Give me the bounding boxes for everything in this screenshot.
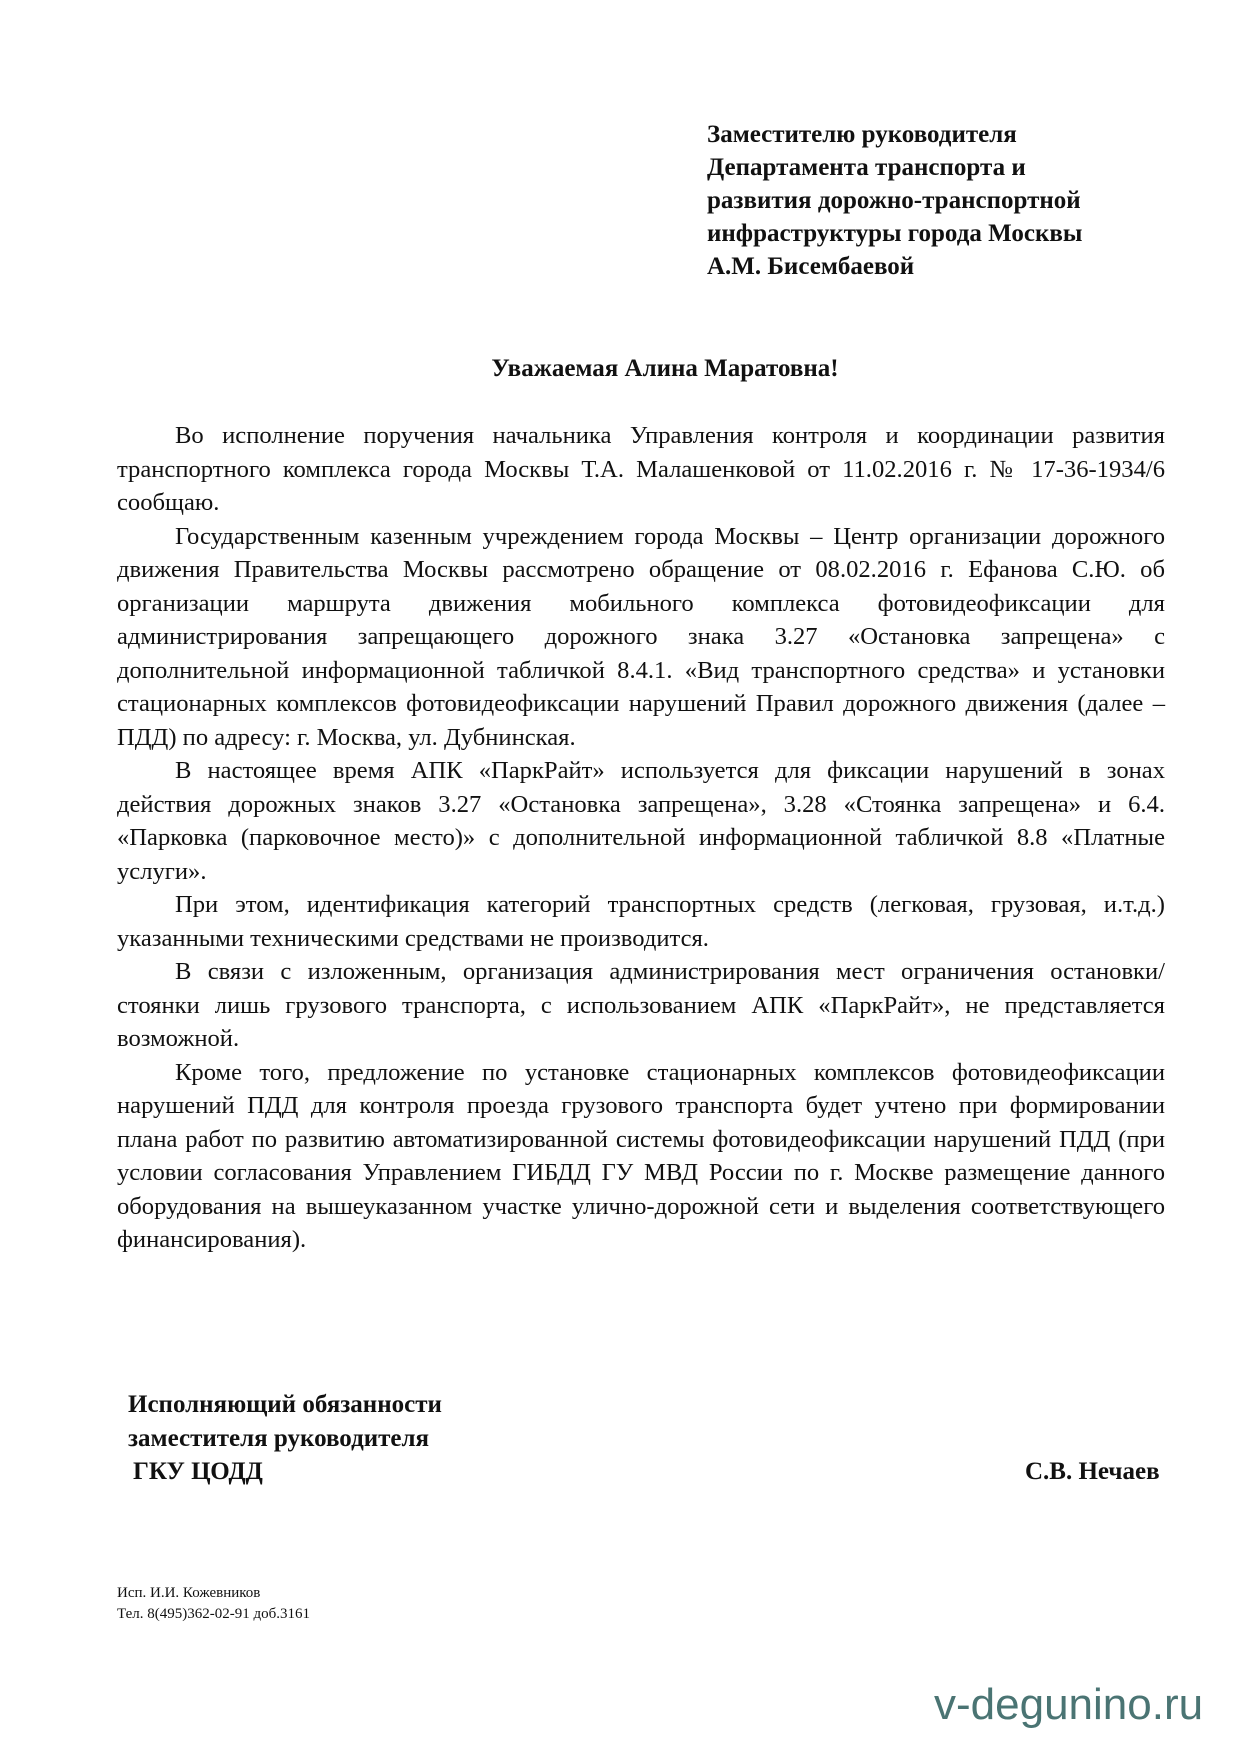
executor-name: Исп. И.И. Кожевников <box>117 1585 261 1601</box>
salutation: Уважаемая Алина Маратовна! <box>491 355 839 382</box>
executor-phone: Тел. 8(495)362-02-91 доб.3161 <box>117 1606 310 1622</box>
body-paragraph: В настоящее время АПК «ПаркРайт» используется для фиксации нарушений в зонах действия дорожных знаков 3.27 «Остановка запрещена», 3.28 «Стоянка запрещена» и 6.4. «Парковка (парковочное место)» с дополнительной информационной табличкой 8.8 «Платные услуги». <box>117 757 1165 885</box>
addressee-line: Заместителю руководителя <box>707 121 1017 148</box>
executor-footer <box>117 1583 310 1625</box>
addressee-line: Департамента транспорта и <box>707 154 1026 181</box>
body-paragraph: Кроме того, предложение по установке стационарных комплексов фотовидеофиксации нарушений ПДД для контроля проезда грузового транспорта будет учтено при формировании плана работ по развитию автоматизированной системы фотовидеофиксации нарушений ПДД (при условии согласования Управлением ГИБДД ГУ МВД России по г. Москве размещение данного оборудования на вышеуказанном участке улично-дорожной сети и выделения соответствующего финансирования). <box>117 1058 1165 1253</box>
addressee-block <box>707 118 1207 283</box>
body-paragraph: Во исполнение поручения начальника Управления контроля и координации развития транспортного комплекса города Москвы Т.А. Малашенковой от 11.02.2016 г. № 17-36-1934/6 сообщаю. <box>117 422 1165 516</box>
signatory-position-line: заместителя руководителя <box>128 1424 430 1452</box>
addressee-line: инфраструктуры города Москвы <box>707 220 1083 247</box>
body-paragraph: При этом, идентификация категорий транспортных средств (легковая, грузовая, и.т.д.) указанными техническими средствами не производится. <box>117 891 1165 952</box>
watermark: v-degunino.ru <box>934 1680 1204 1729</box>
signatory-organization: ГКУ ЦОДД <box>133 1458 263 1485</box>
signatory-name: С.В. Нечаев <box>1025 1458 1160 1485</box>
addressee-name: А.М. Бисембаевой <box>707 253 915 280</box>
letter-body <box>117 419 1165 1257</box>
signatory-position-line: Исполняющий обязанности <box>128 1391 442 1418</box>
body-paragraph: Государственным казенным учреждением города Москвы – Центр организации дорожного движения Правительства Москвы рассмотрено обращение от 08.02.2016 г. Ефанова С.Ю. об организации маршрута движения мобильного комплекса фотовидеофиксации для администрирования запрещающего дорожного знака 3.27 «Остановка запрещена» с дополнительной информационной табличкой 8.4.1. «Вид транспортного средства» и установки стационарных комплексов фотовидеофиксации нарушений Правил дорожного движения (далее – ПДД) по адресу: г. Москва, ул. Дубнинская. <box>117 522 1165 751</box>
signatory-position <box>128 1388 442 1489</box>
body-paragraph: В связи с изложенным, организация администрирования мест ограничения остановки/стоянки лишь грузового транспорта, с использованием АПК «ПаркРайт», не представляется возможной. <box>117 958 1165 1052</box>
addressee-line: развития дорожно-транспортной <box>707 187 1081 214</box>
